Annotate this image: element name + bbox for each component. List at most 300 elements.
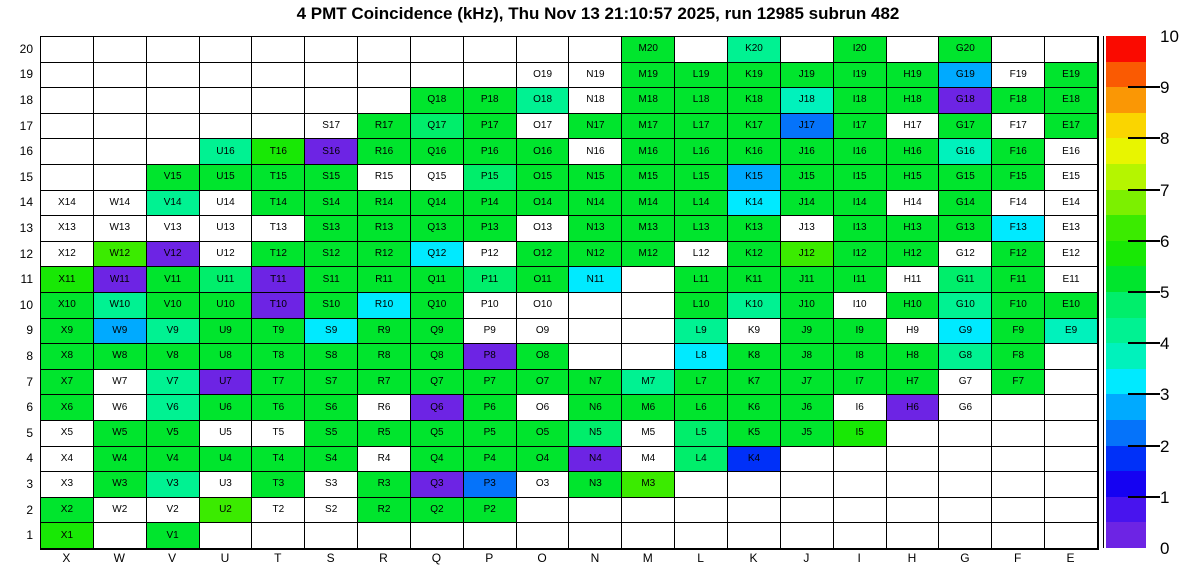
heatmap-cell [992,319,1045,345]
heatmap-cell [147,267,200,293]
heatmap-cell [728,293,781,319]
colorbar-band [1106,522,1146,548]
heatmap-cell [887,472,940,498]
heatmap-cell [1045,37,1098,63]
heatmap-cell [569,498,622,524]
colorbar-tick-label: 3 [1160,385,1170,405]
heatmap-cell [781,344,834,370]
heatmap-cell [887,395,940,421]
cell-label: S15 [322,171,341,183]
col-axis-label: H [907,551,917,565]
colorbar-band [1106,471,1146,497]
cell-label: K20 [745,43,763,55]
cell-label: S13 [322,222,341,234]
heatmap-cell [358,165,411,191]
heatmap-cell [569,114,622,140]
cell-label: U9 [219,324,232,336]
colorbar-band [1106,36,1146,62]
heatmap-cell [834,447,887,473]
cell-label: P5 [483,427,496,439]
heatmap-cell [569,293,622,319]
colorbar-tick [1128,189,1160,191]
cell-label: P18 [480,94,499,106]
heatmap-cell [41,114,94,140]
heatmap-cell [94,293,147,319]
heatmap-cell [887,421,940,447]
heatmap-cell [992,523,1045,549]
heatmap-cell [939,139,992,165]
cell-label: T14 [269,196,287,208]
heatmap-cell [94,37,147,63]
heatmap-cell [834,319,887,345]
cell-label: U16 [216,145,235,157]
heatmap-cell [781,523,834,549]
heatmap-cell [94,472,147,498]
cell-label: O18 [533,94,553,106]
cell-label: W8 [112,350,128,362]
row-axis-label: 3 [26,477,33,491]
cell-label: X13 [58,222,76,234]
heatmap-cell [94,165,147,191]
cell-label: E15 [1062,171,1080,183]
heatmap-cell [94,139,147,165]
heatmap-cell [887,523,940,549]
heatmap-cell [1045,421,1098,447]
heatmap-cell [622,472,675,498]
cell-label: F17 [1009,120,1027,132]
heatmap-cell [675,370,728,396]
cell-label: S7 [325,376,338,388]
heatmap-cell [939,165,992,191]
cell-label: R13 [374,222,394,234]
heatmap-cell [939,344,992,370]
cell-label: S6 [325,401,338,413]
heatmap-cell [781,498,834,524]
cell-label: O11 [533,273,552,285]
heatmap-cell [41,472,94,498]
heatmap-cell [1045,472,1098,498]
heatmap-cell [622,421,675,447]
cell-label: O3 [535,478,550,490]
heatmap-cell [992,114,1045,140]
heatmap-cell [94,447,147,473]
cell-label: R4 [377,452,391,464]
heatmap-cell [992,267,1045,293]
row-axis-label: 5 [26,425,33,440]
heatmap-cell [411,421,464,447]
heatmap-cell [939,498,992,524]
heatmap-cell [781,165,834,191]
heatmap-cell [887,37,940,63]
heatmap-cell [939,216,992,242]
cell-label: R8 [377,350,391,362]
heatmap-cell [834,216,887,242]
heatmap-cell [675,523,728,549]
cell-label: S5 [325,427,338,439]
heatmap-cell [1045,395,1098,421]
cell-label: G13 [955,222,975,234]
heatmap-cell [200,421,253,447]
cell-label: T12 [269,248,287,260]
colorbar-band [1106,343,1146,369]
heatmap-cell [569,216,622,242]
heatmap-cell [1045,319,1098,345]
heatmap-cell [569,472,622,498]
cell-label: H10 [903,299,922,311]
heatmap-cell [728,165,781,191]
heatmap-cell [252,191,305,217]
cell-label: V15 [163,171,182,183]
cell-label: G8 [958,350,973,362]
heatmap-cell [728,191,781,217]
heatmap-cell [728,319,781,345]
heatmap-cell [305,114,358,140]
cell-label: M3 [641,478,656,490]
heatmap-cell [939,37,992,63]
cell-label: T16 [269,145,287,157]
heatmap-cell [464,191,517,217]
cell-label: U2 [219,504,232,516]
heatmap-cell [358,114,411,140]
heatmap-cell [939,88,992,114]
heatmap-cell [517,88,570,114]
cell-label: L17 [692,120,710,132]
cell-label: W13 [109,222,131,234]
heatmap-cell [464,472,517,498]
heatmap-cell [94,421,147,447]
heatmap-cell [569,242,622,268]
cell-label: K12 [745,248,763,260]
heatmap-cell [305,242,358,268]
cell-label: U5 [219,427,232,439]
heatmap-cell [358,88,411,114]
heatmap-cell [358,395,411,421]
cell-label: T7 [272,376,285,388]
colorbar-band [1106,369,1146,395]
cell-label: S10 [322,299,341,311]
cell-label: J11 [799,273,815,285]
row-axis-label: 15 [19,169,33,184]
heatmap-cell [94,498,147,524]
row-axis-label: 6 [26,400,33,415]
cell-label: L11 [693,273,710,285]
heatmap-cell [887,293,940,319]
heatmap-cell [147,523,200,549]
colorbar-tick [1128,342,1160,344]
heatmap-cell [675,319,728,345]
col-axis-label: L [697,551,704,565]
heatmap-cell [939,370,992,396]
heatmap-cell [411,319,464,345]
heatmap-cell [305,165,358,191]
heatmap-cell [1045,191,1098,217]
cell-label: I16 [852,145,867,157]
cell-label: H9 [906,324,919,336]
heatmap-cell [781,370,834,396]
col-axis-label: X [62,551,71,565]
heatmap-cell [1045,216,1098,242]
cell-label: J17 [798,120,815,132]
heatmap-cell [622,395,675,421]
heatmap-cell [94,88,147,114]
heatmap-cell [887,114,940,140]
cell-label: H12 [903,248,922,260]
heatmap-cell [464,267,517,293]
heatmap-cell [517,370,570,396]
cell-label: E9 [1064,324,1078,336]
cell-label: V2 [166,504,179,516]
heatmap-cell [728,216,781,242]
cell-label: L12 [692,248,710,260]
cell-label: O17 [533,120,553,132]
colorbar-band [1106,446,1146,472]
heatmap-cell [252,114,305,140]
col-axis-label: V [168,551,177,565]
heatmap-cell [94,523,147,549]
cell-label: S3 [325,478,338,490]
cell-label: L16 [692,145,710,157]
heatmap-cell [41,88,94,114]
cell-label: T3 [272,478,285,490]
cell-label: O8 [535,350,550,362]
heatmap-cell [992,498,1045,524]
cell-label: M20 [638,43,658,55]
col-axis-label: I [857,551,861,565]
heatmap-cell [252,37,305,63]
heatmap-cell [147,88,200,114]
heatmap-cell [41,370,94,396]
heatmap-cell [622,267,675,293]
heatmap-cell [200,447,253,473]
heatmap-cell [517,472,570,498]
colorbar-tick [1128,393,1160,395]
cell-label: I12 [852,248,867,260]
cell-label: Q4 [430,452,444,464]
heatmap-cell [305,523,358,549]
cell-label: S14 [322,196,341,208]
heatmap-cell [622,88,675,114]
cell-label: M5 [641,427,656,439]
cell-label: H7 [906,376,919,388]
heatmap-cell [94,63,147,89]
heatmap-cell [1045,267,1098,293]
cell-label: L6 [695,401,707,413]
heatmap-cell [781,216,834,242]
heatmap-cell [200,267,253,293]
cell-label: E10 [1062,299,1080,311]
cell-label: L7 [695,376,707,388]
cell-label: P17 [480,120,499,132]
heatmap-cell [305,37,358,63]
colorbar-band [1106,138,1146,164]
col-axis-label: O [537,551,547,565]
heatmap-cell [622,242,675,268]
heatmap-cell [41,421,94,447]
cell-label: J13 [798,222,815,234]
cell-label: J15 [798,171,815,183]
heatmap-cell [305,395,358,421]
cell-label: R15 [374,171,394,183]
cell-label: G20 [955,43,975,55]
cell-label: X5 [60,427,74,439]
cell-label: G7 [958,376,973,388]
heatmap-cell [1045,114,1098,140]
heatmap-cell [358,191,411,217]
heatmap-cell [464,395,517,421]
heatmap-cell [834,88,887,114]
cell-label: N4 [589,452,602,464]
colorbar-tick [1128,137,1160,139]
cell-label: E13 [1062,222,1080,234]
heatmap-cell [94,216,147,242]
heatmap-cell [358,498,411,524]
cell-label: Q7 [430,376,444,388]
cell-label: H8 [906,350,919,362]
cell-label: F19 [1009,68,1027,80]
heatmap-cell [517,293,570,319]
heatmap-cell [781,37,834,63]
heatmap-cell [252,395,305,421]
heatmap-cell [252,319,305,345]
heatmap-cell [887,191,940,217]
heatmap-cell [358,447,411,473]
heatmap-cell [675,37,728,63]
heatmap-cell [939,395,992,421]
cell-label: E14 [1062,196,1080,208]
cell-label: M7 [641,376,656,388]
heatmap-cell [887,216,940,242]
heatmap-cell [834,421,887,447]
colorbar-band [1106,190,1146,216]
heatmap-cell [569,370,622,396]
cell-label: T10 [269,299,287,311]
heatmap-cell [939,447,992,473]
cell-label: T4 [272,452,285,464]
cell-label: G18 [955,94,975,106]
heatmap-cell [147,498,200,524]
col-axis-label: E [1066,551,1075,565]
heatmap-cell [358,344,411,370]
heatmap-cell [464,114,517,140]
cell-label: P6 [483,401,496,413]
heatmap-cell [517,447,570,473]
heatmap-cell [200,498,253,524]
cell-label: S12 [322,248,341,260]
col-axis-label: M [642,551,653,565]
cell-label: X14 [58,196,76,208]
heatmap-cell [358,242,411,268]
cell-label: R7 [377,376,391,388]
heatmap-cell [305,370,358,396]
cell-label: V9 [166,324,179,336]
cell-label: P15 [480,171,499,183]
cell-label: K18 [745,94,763,106]
heatmap-cell [147,370,200,396]
row-axis-label: 11 [20,272,33,287]
heatmap-cell [675,242,728,268]
colorbar-tick-label: 7 [1160,180,1170,200]
cell-label: K7 [747,376,761,388]
heatmap-cell [464,523,517,549]
cell-label: V8 [166,350,179,362]
heatmap-cell [147,63,200,89]
heatmap-cell [834,395,887,421]
cell-label: R6 [377,401,391,413]
cell-label: N16 [586,145,605,157]
heatmap-cell [1045,293,1098,319]
colorbar-band [1106,394,1146,420]
col-axis-label: R [379,551,388,565]
cell-label: V10 [163,299,182,311]
heatmap-cell [411,293,464,319]
colorbar-tick-label: 0 [1160,539,1170,558]
heatmap-cell [200,37,253,63]
col-axis-label: Q [431,551,442,565]
cell-label: Q9 [430,324,444,336]
heatmap-cell [200,523,253,549]
row-axis-label: 7 [26,374,33,389]
heatmap-cell [305,498,358,524]
heatmap-cell [675,63,728,89]
row-axis-label: 14 [19,195,33,210]
col-axis-label: N [590,551,600,565]
heatmap-cell [358,63,411,89]
chart-title: 4 PMT Coincidence (kHz), Thu Nov 13 21:10:57 2025, run 12985 subrun 482 [296,4,900,23]
heatmap-cell [305,447,358,473]
heatmap-cell [992,472,1045,498]
heatmap-cell [41,191,94,217]
heatmap-cell [781,191,834,217]
cell-label: J7 [801,376,813,388]
heatmap-cell [887,498,940,524]
cell-label: P7 [483,376,496,388]
cell-label: I14 [852,196,867,208]
cell-label: O10 [533,299,553,311]
cell-label: U11 [216,273,235,285]
cell-label: M14 [638,196,658,208]
heatmap-cell [464,139,517,165]
heatmap-cell [675,191,728,217]
cell-label: N11 [586,273,605,285]
cell-label: X3 [60,478,74,490]
cell-label: P13 [480,222,499,234]
heatmap-cell [94,267,147,293]
cell-label: V4 [166,452,179,464]
cell-label: N6 [589,401,602,413]
heatmap-cell [252,344,305,370]
colorbar-tick-label: 5 [1160,283,1170,302]
heatmap-cell [992,395,1045,421]
colorbar-tick [1128,445,1160,447]
heatmap-cell [834,523,887,549]
heatmap-cell [622,447,675,473]
heatmap-cell [939,421,992,447]
heatmap-cell [147,421,200,447]
cell-label: S11 [322,273,340,285]
cell-label: V11 [164,273,182,285]
cell-label: U13 [216,222,235,234]
cell-label: Q15 [427,171,447,183]
heatmap-cell [41,523,94,549]
heatmap-cell [622,37,675,63]
cell-label: J5 [801,427,813,439]
heatmap-cell [992,165,1045,191]
cell-label: J12 [798,248,815,260]
heatmap-cell [887,344,940,370]
colorbar-tick [1128,86,1160,88]
cell-label: J14 [798,196,815,208]
heatmap-cell [358,421,411,447]
